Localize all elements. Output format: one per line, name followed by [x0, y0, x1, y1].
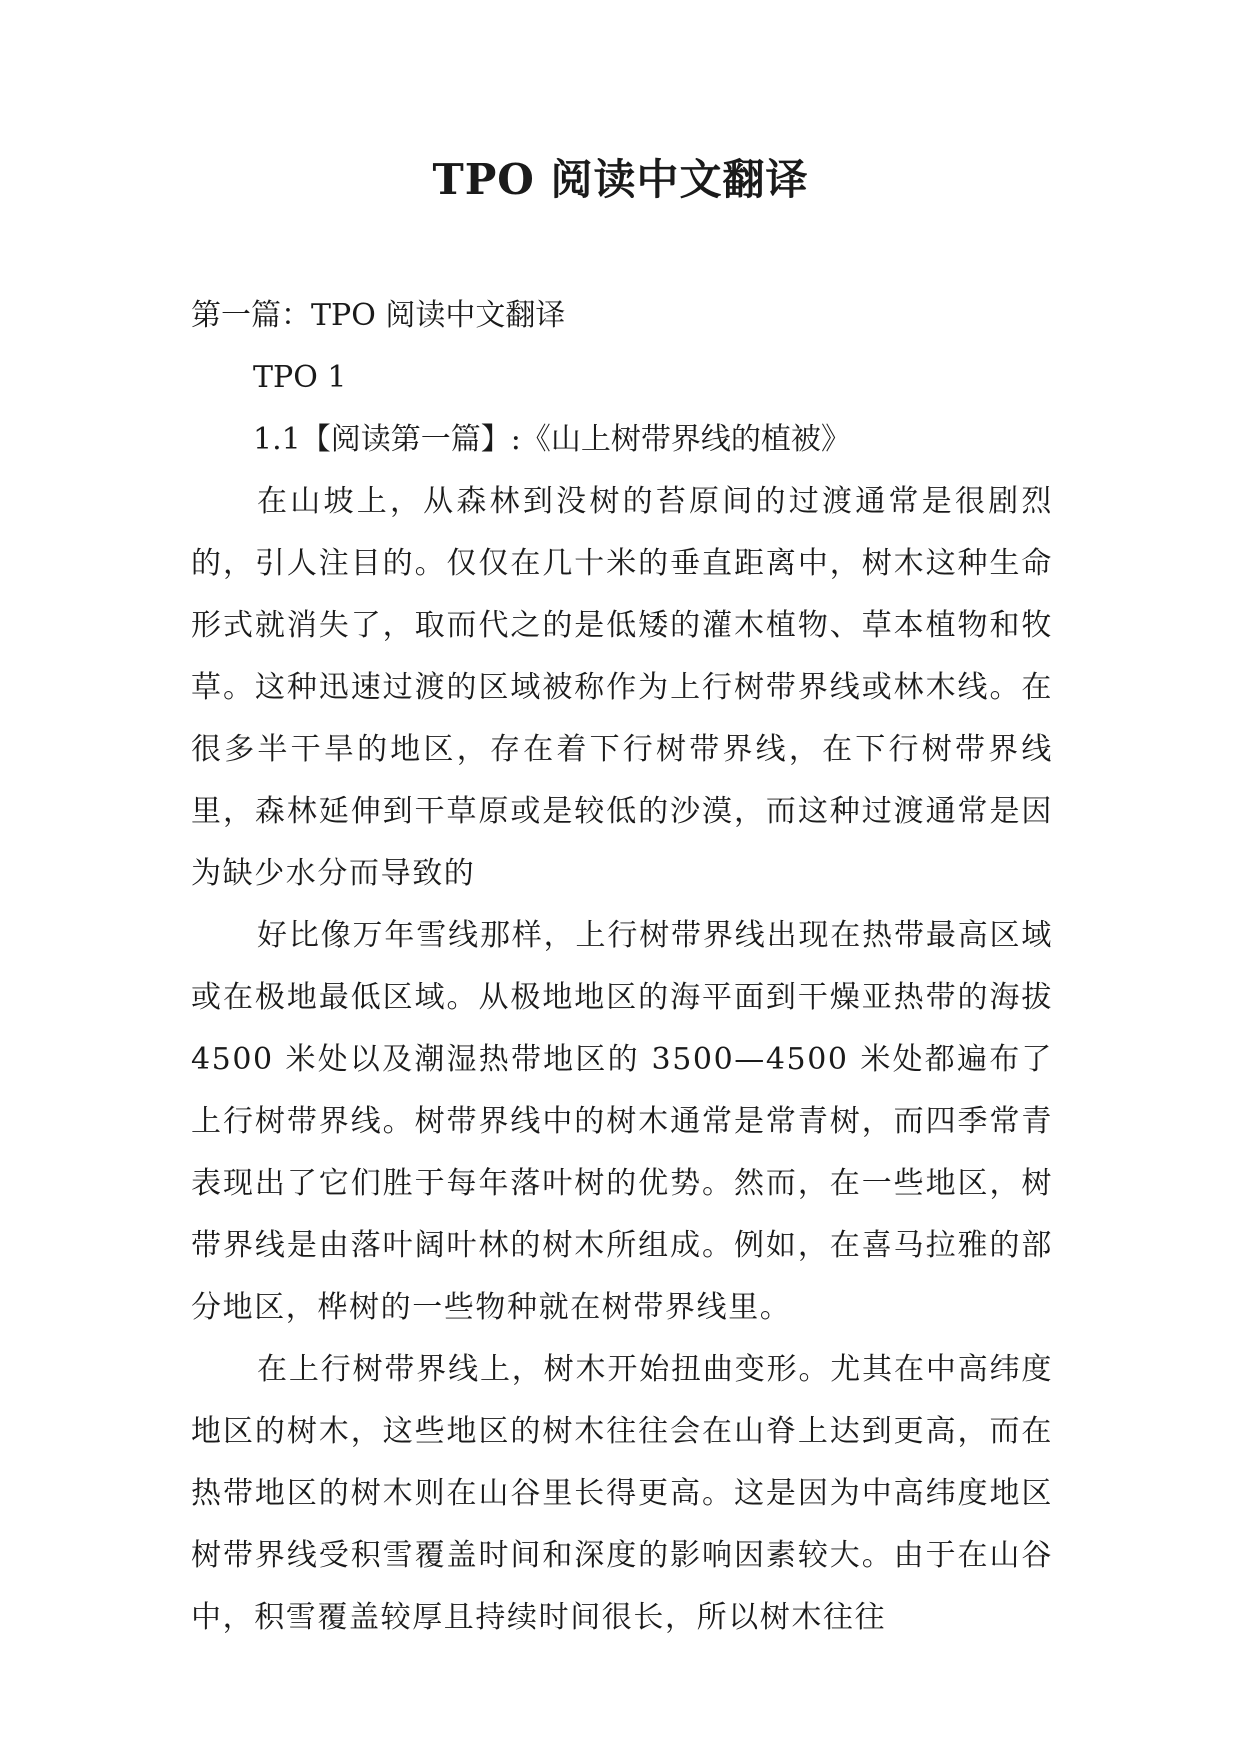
article-heading: 1.1【阅读第一篇】:《山上树带界线的植被》 — [253, 422, 851, 457]
paragraph-1: 在山坡上，从森林到没树的苔原间的过渡通常是很剧烈的，引人注目的。仅仅在几十米的垂直距离中，树木这种生命形式就消失了，取而代之的是低矮的灌木植物、草本植物和牧草。这种迅速过渡的区域被称作为上行树带界线或林木线。在很多半干旱的地区，存在着下行树带界线，在下行树带界线里，森林延伸到干草原或是较低的沙漠，而这种过渡通常是因为缺少水分而导致的 — [191, 484, 1053, 891]
document-body — [191, 285, 1053, 1649]
document-title: TPO 阅读中文翻译 — [432, 155, 809, 204]
paragraph-2: 好比像万年雪线那样，上行树带界线出现在热带最高区域或在极地最低区域。从极地地区的海平面到干燥亚热带的海拔 4500 米处以及潮湿热带地区的 3500—4500 米处都遍布了上行树带界线。树带界线中的树木通常是常青树，而四季常青表现出了它们胜于每年落叶树的优势。然而，在一些地区，树带界线是由落叶阔叶林的树木所组成。例如，在喜马拉雅的部分地区，桦树的一些物种就在树带界线里。 — [191, 918, 1053, 1325]
paragraph-3: 在上行树带界线上，树木开始扭曲变形。尤其在中高纬度地区的树木，这些地区的树木往往会在山脊上达到更高，而在热带地区的树木则在山谷里长得更高。这是因为中高纬度地区树带界线受积雪覆盖时间和深度的影响因素较大。由于在山谷中，积雪覆盖较厚且持续时间很长，所以树木往往 — [191, 1352, 1053, 1635]
tpo-label: TPO 1 — [253, 360, 347, 395]
section-heading: 第一篇：TPO 阅读中文翻译 — [191, 298, 566, 333]
